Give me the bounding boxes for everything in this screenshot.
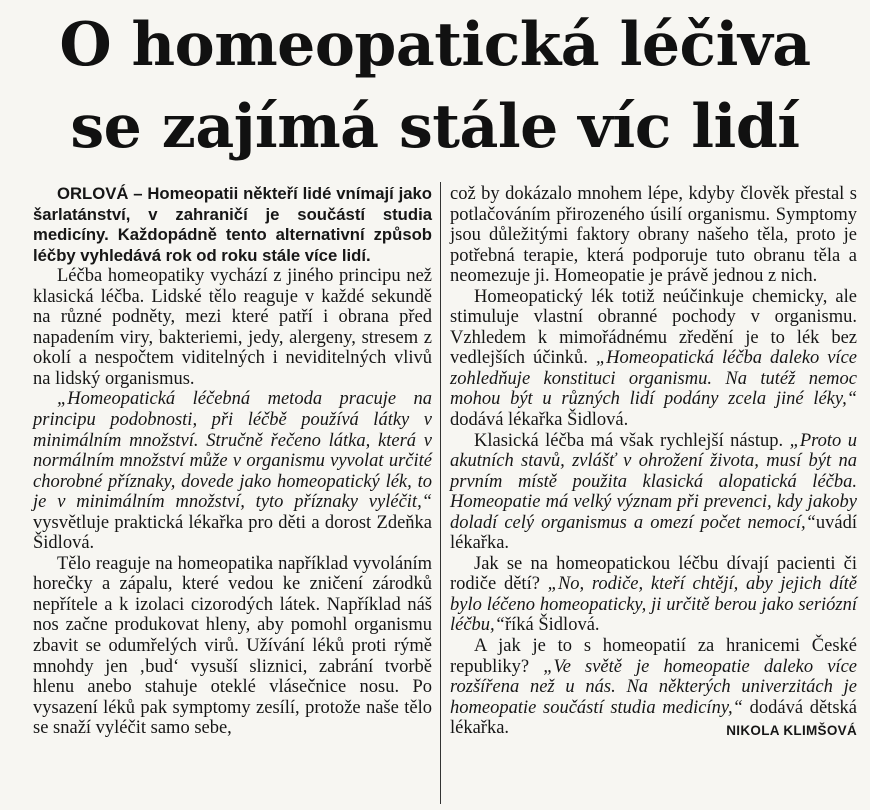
headline-line-2: se zajímá stále víc lidí — [70, 92, 800, 162]
dateline: ORLOVÁ – — [57, 184, 148, 203]
byline: NIKOLA KLIMŠOVÁ — [726, 723, 857, 739]
paragraph-5-text: Klasická léčba má však rychlejší nástup. — [474, 430, 790, 451]
paragraph-6-quote: „No, rodiče, kteří chtějí, aby jejich dítě bylo léčeno homeopaticky, ji určitě berou jako seriózní léčbu,“ — [450, 574, 857, 636]
paragraph-7-attribution: dodává dětská lékařka. — [450, 697, 857, 739]
paragraph-5 — [450, 431, 857, 554]
paragraph-7-quote: „Ve světě je homeopatie daleko více rozšířena než u nás. Na některých univerzitách je homeopatie součástí studia medicíny,“ — [450, 656, 857, 718]
paragraph-4-text: Homeopatický lék totiž neúčinkuje chemicky, ale stimuluje vlastní obranné pochody v organismu. Vzhledem k mimořádnému zředění je to lék bez vedlejších účinků. — [450, 286, 857, 369]
headline-line-1: O homeopatická léčiva — [59, 10, 811, 80]
paragraph-2-quote: „Homeopatická léčebná metoda pracuje na principu podobnosti, při léčbě používá látky v minimálním množství. Stručně řečeno látka, která v normálním množství může v organismu vyvolat určité chorobné příznaky, dovede jako homeopatický lék, to je v minimálním množství, tyto příznaky vyléčit,“ — [33, 389, 432, 513]
paragraph-1: Léčba homeopatiky vychází z jiného principu než klasická léčba. Lidské tělo reaguje v každé sekundě na různé podněty, mezi které patří i obrana před napadením viry, bakteriemi, jedy, alergeny, stresem z okolí a nespočtem viditelných i neviditelných vlivů na lidský organismus. — [33, 266, 432, 389]
headline — [0, 4, 870, 168]
paragraph-6-text: Jak se na homeopatickou léčbu dívají pacienti či rodiče dětí? — [450, 553, 857, 595]
paragraph-3: Tělo reaguje na homeopatika například vyvoláním horečky a zápalu, které vedou ke zničení zárodků nepřítele a k izolaci cizorodých látek. Například náš nos začne produkovat hleny, aby pomohl organismu zbavit se odumřelých virů. Užívání léků proti rýmě mnohdy jen ‚bud‘ vysuší sliznici, zabrání tvorbě hlenu anebo stahuje oteklé vlásečnice nosu. Po vysazení léků pak symptomy zesílí, protože naše tělo se snaží vyléčit samo sebe, — [33, 553, 432, 739]
article-column-left — [33, 184, 432, 739]
lead-text: Homeopatii někteří lidé vnímají jako šarlatánství, v zahraničí je součástí studia medicíny. Každopádně tento alternativní způsob léčby vyhledává rok od roku stále více lidí. — [33, 184, 432, 265]
paragraph-6-attribution: říká Šidlová. — [504, 615, 600, 636]
paragraph-6 — [450, 554, 857, 636]
paragraph-5-attribution: uvádí lékařka. — [450, 512, 857, 554]
column-divider — [440, 182, 441, 804]
paragraph-7-text: A jak je to s homeopatií za hranicemi České republiky? — [450, 636, 857, 677]
paragraph-2-attribution: vysvětluje praktická lékařka pro děti a dorost Zdeňka Šidlová. — [33, 512, 432, 554]
paragraph-5-quote: „Proto u akutních stavů, zvlášť v ohrožení života, musí být na prvním místě použita klasická alopatická léčba. Homeopatie má velký význam při prevenci, kdy jakoby doladí celý organismus a omezí počet nemocí,“ — [450, 430, 857, 533]
paragraph-2 — [33, 389, 432, 553]
paragraph-4-attribution: dodává lékařka Šidlová. — [450, 410, 629, 431]
paragraph-4-quote: „Homeopatická léčba daleko více zohledňuje konstituci organismu. Na tutéž nemoc mohou být u různých lidí podány zcela jiné léky,“ — [450, 348, 857, 410]
paragraph-4 — [450, 287, 857, 431]
lead-paragraph — [33, 184, 432, 266]
article-column-right — [450, 184, 857, 742]
paragraph-7 — [450, 636, 857, 739]
paragraph-3-continued: což by dokázalo mnohem lépe, kdyby člověk přestal s potlačováním přirozeného úsilí organismu. Symptomy jsou důležitými faktory obrany našeho těla, proto je potřebná terapie, která podporuje tuto obranu těla a neomezuje ji. Homeopatie je právě jednou z nich. — [450, 184, 857, 287]
